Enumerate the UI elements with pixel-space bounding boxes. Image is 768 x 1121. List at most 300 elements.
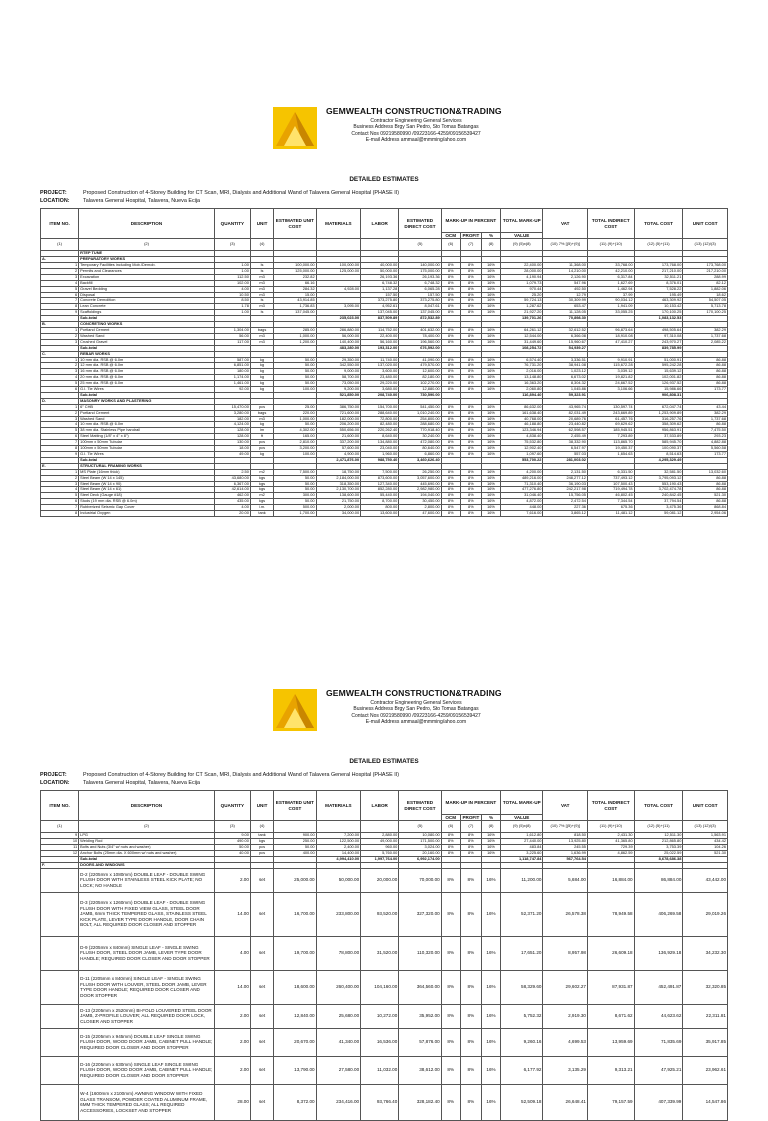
table-cell: Bolts and Nuts (3/4" w/ nuts and washer) <box>79 845 215 851</box>
table-cell: 8% <box>441 339 460 345</box>
table-cell: 288.99 <box>683 274 728 280</box>
table-cell: kg <box>250 375 273 381</box>
table-cell: 18,910.08 <box>587 333 634 339</box>
table-cell: 157.50 <box>361 292 399 298</box>
table-cell: 10 mm dia. RSB @ 6.0m <box>79 422 215 428</box>
table-cell: 23,440.82 <box>543 422 588 428</box>
table-cell: 20,670.00 <box>274 1028 316 1056</box>
table-cell: 16,700.00 <box>274 892 316 936</box>
table-cell: 102,270.00 <box>399 381 441 387</box>
table-cell: 489,216.00 <box>501 475 543 481</box>
table-cell: 100.00 <box>274 452 316 458</box>
table-cell: 8% <box>460 493 481 499</box>
table-cell: 173,768.00 <box>634 263 683 269</box>
table-cell: 34,000.00 <box>316 511 361 517</box>
table-cell: 8% <box>441 1004 460 1028</box>
table-cell: 3,024.00 <box>399 845 441 851</box>
table-cell: E. <box>41 463 79 469</box>
table-cell: 1,882.06 <box>683 286 728 292</box>
table-cell: Sub-total <box>79 392 215 398</box>
table-cell: 35,917.85 <box>683 1028 728 1056</box>
table-cell: 37,533.89 <box>634 434 683 440</box>
table-cell: 1 <box>41 327 79 333</box>
table-cell: 50.00 <box>274 363 316 369</box>
table-cell: 128.00 <box>214 428 250 434</box>
table-cell: 16% <box>481 369 500 375</box>
table-cell: 250.00 <box>274 839 316 845</box>
table-cell: 33,055.25 <box>587 310 634 316</box>
table-cell: Washed Sand <box>79 416 215 422</box>
table-cell: 11,032.00 <box>361 1056 399 1084</box>
table-cell: 8 <box>41 446 79 452</box>
table-cell: 7,500.00 <box>361 469 399 475</box>
table-cell: 7 <box>41 440 79 446</box>
table-cell: 4,295,329.49 <box>634 457 683 463</box>
header-vat: VAT <box>543 791 588 821</box>
table-cell: 8% <box>441 446 460 452</box>
table-cell: 479,570.00 <box>399 363 441 369</box>
table-cell: 9 <box>41 833 79 839</box>
table-cell: 30,450.00 <box>399 499 441 505</box>
table-cell: 16% <box>481 511 500 517</box>
table-cell: 6,367.00 <box>214 481 250 487</box>
table-cell: Steel Beam (W 14 x 145) <box>79 475 215 481</box>
table-cell: 521.30 <box>683 493 728 499</box>
table-cell: 86.88 <box>683 363 728 369</box>
table-cell: 92.00 <box>214 387 250 393</box>
table-cell: 16% <box>481 263 500 269</box>
table-cell: 26,250.00 <box>399 469 441 475</box>
table-cell: 16% <box>481 487 500 493</box>
table-cell: Sub-total <box>79 856 215 862</box>
table-cell: 373,275.80 <box>361 298 399 304</box>
table-cell: 3,039.12 <box>587 369 634 375</box>
table-cell: 196,560.00 <box>399 339 441 345</box>
table-cell: 18,750.00 <box>316 469 361 475</box>
table-cell: 327,320.00 <box>399 892 441 936</box>
table-cell: Studs (19 mm dia. RSB @ 6.0m) <box>79 499 215 505</box>
table-cell: m3 <box>250 304 273 310</box>
table-cell: 14.00 <box>214 970 250 1004</box>
table-cell: 3 <box>41 481 79 487</box>
table-cell: 100mm x 50mm Tubular <box>79 440 215 446</box>
table-cell: RTEP TUNE <box>79 251 215 257</box>
table-cell: 12 mm dia. RSB @ 6.0m <box>79 363 215 369</box>
table-cell: 839,785.99 <box>634 345 683 351</box>
header-quantity: QUANTITY <box>214 791 250 821</box>
table-cell: 1,997,764.00 <box>361 856 399 862</box>
table-cell: 56,000.00 <box>316 333 361 339</box>
table-cell: 6 <box>41 387 79 393</box>
table-cell: 8% <box>460 333 481 339</box>
table-cell: G.I. Tie Wires <box>79 452 215 458</box>
table-cell: 8% <box>441 1084 460 1120</box>
table-cell: Portland Cement <box>79 410 215 416</box>
table-cell: 86.88 <box>683 481 728 487</box>
column-index-cell: (9) (5)x(8) <box>501 239 543 251</box>
table-cell: 16% <box>481 298 500 304</box>
table-cell: Portland Cement <box>79 327 215 333</box>
table-cell: 8% <box>441 292 460 298</box>
header-quantity: QUANTITY <box>214 209 250 239</box>
table-cell: 730,590.00 <box>399 392 441 398</box>
table-cell: 27,440.00 <box>501 839 543 845</box>
table-cell: Sub-total <box>79 345 215 351</box>
table-cell: 126,937.52 <box>634 381 683 387</box>
table-cell: 28,000.00 <box>501 268 543 274</box>
table-cell: 50,000.00 <box>361 268 399 274</box>
column-index-cell: (4) <box>250 239 273 251</box>
header-est-direct-cost: ESTIMATED DIRECT COST <box>399 791 441 821</box>
letterhead <box>40 104 728 170</box>
table-row <box>41 1004 728 1028</box>
table-cell: 44,623.62 <box>634 1004 683 1028</box>
table-cell: 19,450.37 <box>587 446 634 452</box>
table-cell: 1,736.83 <box>274 304 316 310</box>
table-cell: 6,331.50 <box>587 469 634 475</box>
table-cell: 50.00 <box>274 375 316 381</box>
table-cell: 16% <box>481 404 500 410</box>
table-cell: 10,153.42 <box>634 304 683 310</box>
table-cell: 721,600.00 <box>316 410 361 416</box>
table-cell: 3 <box>41 416 79 422</box>
table-cell: 15,960.67 <box>543 339 588 345</box>
table-body <box>41 833 728 1120</box>
column-index-cell: (12) (5)+(11) <box>634 821 683 833</box>
table-cell: 16% <box>481 469 500 475</box>
table-cell: 8% <box>441 381 460 387</box>
table-cell: 8% <box>441 357 460 363</box>
table-cell: 104.26 <box>683 845 728 851</box>
table-cell: 59,323.91 <box>543 392 588 398</box>
table-cell: 59,724.13 <box>501 298 543 304</box>
table-cell: 217,210.00 <box>634 268 683 274</box>
column-index-cell: (3) <box>214 821 250 833</box>
table-row <box>41 1056 728 1084</box>
company-logo-icon <box>272 106 318 150</box>
table-cell: kgs <box>250 487 273 493</box>
table-cell: 5 <box>41 428 79 434</box>
header-markup-percent: MARK-UP IN PERCENT <box>441 791 500 815</box>
table-cell: 300.00 <box>274 493 316 499</box>
table-header <box>41 791 728 833</box>
table-cell: tank <box>250 833 273 839</box>
table-cell: 12.79 <box>543 292 588 298</box>
table-cell: 16% <box>481 440 500 446</box>
column-index-cell: (4) <box>250 821 273 833</box>
table-cell: 13,959.69 <box>587 1028 634 1056</box>
table-cell: LPG <box>79 833 215 839</box>
table-cell: 86.88 <box>683 381 728 387</box>
table-cell: ls <box>250 298 273 304</box>
table-cell: 102,001.82 <box>634 375 683 381</box>
table-cell: 653.47 <box>543 304 588 310</box>
table-cell: set <box>250 1028 273 1056</box>
company-contact: Contact Nos 09219580990 /09223166-4259/09156539427 <box>351 130 481 137</box>
table-cell: 8% <box>460 387 481 393</box>
table-cell: 1,118,747.84 <box>501 856 543 862</box>
table-cell: 906,808.31 <box>634 392 683 398</box>
table-cell: 13,925.80 <box>543 839 588 845</box>
table-cell: 128.00 <box>214 434 250 440</box>
table-cell: 260,400.00 <box>316 970 361 1004</box>
table-cell: 1,960.00 <box>361 452 399 458</box>
table-cell: 112.50 <box>214 274 250 280</box>
column-index-cell: (2) <box>79 239 215 251</box>
table-cell: 3,702,474.78 <box>634 487 683 493</box>
table-cell: 26,578.38 <box>543 892 588 936</box>
column-index-cell <box>361 821 399 833</box>
table-cell: 1,737.68 <box>683 416 728 422</box>
table-cell: 36,190.03 <box>543 481 588 487</box>
table-cell: m3 <box>250 333 273 339</box>
table-cell: 33,768.00 <box>587 263 634 269</box>
table-cell: 1,737.68 <box>683 333 728 339</box>
table-cell: set <box>250 1084 273 1120</box>
table-cell: 227.36 <box>543 505 588 511</box>
table-cell: 16% <box>481 1004 500 1028</box>
table-cell: 14,210.00 <box>543 268 588 274</box>
column-index-cell: (10) 7% [(5)+(9)] <box>543 821 588 833</box>
table-cell: 2 <box>41 475 79 481</box>
table-cell: 4.00 <box>214 286 250 292</box>
table-cell: 8% <box>441 475 460 481</box>
table-cell: 8% <box>441 511 460 517</box>
table-cell: 21,750.00 <box>316 499 361 505</box>
table-cell: 1,174.00 <box>214 375 250 381</box>
table-cell: 140,000.00 <box>399 263 441 269</box>
table-cell: 66.16 <box>274 280 316 286</box>
header-value: VALUE <box>501 233 543 239</box>
table-cell: 8,678,686.38 <box>634 856 683 862</box>
table-cell: 16% <box>481 892 500 936</box>
table-cell <box>41 936 79 970</box>
table-cell: D-15 (2205mm x 945mm) DOUBLE LEAF SINGLE SWING FLUSH DOOR, WOOD DOOR JAMB, CABINET PULL HANDLE; REQUIRED DOOR CLOSER AND DOOR STOPPER <box>79 1028 215 1056</box>
table-cell: 585,945.70 <box>634 440 683 446</box>
table-cell: 8% <box>460 970 481 1004</box>
location-text: Talavera General Hospital, Talavera, Nueva Ecija <box>83 779 201 786</box>
table-cell: 8% <box>441 280 460 286</box>
header-unit-cost: UNIT COST <box>683 791 728 821</box>
table-cell: 3,280.00 <box>214 410 250 416</box>
table-cell: 171,500.00 <box>399 839 441 845</box>
table-cell: 93,520.00 <box>361 892 399 936</box>
header-est-unit-cost: ESTIMATED UNIT COST <box>274 209 316 239</box>
table-cell: 24,667.52 <box>587 381 634 387</box>
table-cell: 43,965.74 <box>543 404 588 410</box>
table-cell: 32,511.21 <box>634 274 683 280</box>
company-name: GEMWEALTH CONSTRUCTION&TRADING <box>326 688 502 698</box>
table-cell: 14,400.00 <box>316 850 361 856</box>
header-total-cost: TOTAL COST <box>634 791 683 821</box>
table-cell: 16% <box>481 310 500 316</box>
table-cell: 26,193.36 <box>361 274 399 280</box>
table-cell: ls <box>250 268 273 274</box>
header-pct: % <box>481 233 500 239</box>
table-cell: 11,368.00 <box>543 263 588 269</box>
table-cell <box>41 868 79 892</box>
table-cell <box>41 1084 79 1120</box>
table-cell: C. <box>41 351 79 357</box>
table-cell: 8% <box>460 446 481 452</box>
table-cell: 8% <box>460 499 481 505</box>
table-cell: 15.00 <box>274 292 316 298</box>
table-cell: 4,994,410.00 <box>316 856 361 862</box>
table-cell: 1 <box>41 263 79 269</box>
table-cell: 477,276.80 <box>501 487 543 493</box>
table-cell: 328,182.40 <box>399 1084 441 1120</box>
table-cell: 434.42 <box>683 839 728 845</box>
company-line: Contractor Engineering General Services <box>370 118 462 124</box>
table-cell: 16% <box>481 268 500 274</box>
table-cell: 3,200.00 <box>274 446 316 452</box>
table-cell: 16% <box>481 387 500 393</box>
table-cell: 5,713.78 <box>683 304 728 310</box>
table-cell: 5,752.32 <box>501 1004 543 1028</box>
table-cell: 8% <box>460 404 481 410</box>
table-cell: 1,083,132.53 <box>634 316 683 322</box>
table-cell: 3,865.12 <box>543 511 588 517</box>
table-cell: 8% <box>460 416 481 422</box>
table-cell: 10,080.00 <box>399 833 441 839</box>
table-cell: 14,547.86 <box>683 1084 728 1120</box>
table-cell: set <box>250 868 273 892</box>
table-cell: 16% <box>481 446 500 452</box>
table-cell: 12,902.40 <box>501 446 543 452</box>
table-cell: 31,449.60 <box>501 339 543 345</box>
table-cell: 2,000.00 <box>316 505 361 511</box>
column-index-cell: (5) <box>399 821 441 833</box>
table-cell: 2 <box>41 410 79 416</box>
table-cell: 400.00 <box>274 850 316 856</box>
table-cell: 96,873.64 <box>587 327 634 333</box>
header-item: ITEM NO. <box>41 791 79 821</box>
table-cell: 21,600.00 <box>316 434 361 440</box>
table-cell: 17,651.20 <box>501 936 543 970</box>
table-cell: 4,952.61 <box>361 304 399 310</box>
table-cell: STRUCTURAL FRAMING WORKS <box>79 463 215 469</box>
table-cell: 2.50 <box>214 469 250 475</box>
table-cell: 3,475.36 <box>634 505 683 511</box>
table-body <box>41 251 728 517</box>
table-cell: 8% <box>441 369 460 375</box>
table-cell: kg <box>250 422 273 428</box>
table-cell: 288,640.00 <box>361 410 399 416</box>
table-cell: 7,616.00 <box>501 511 543 517</box>
table-cell: 8% <box>441 375 460 381</box>
table-cell: 3,135.29 <box>543 1056 588 1084</box>
table-cell: 16,884.00 <box>587 868 634 892</box>
header-labor: LABOR <box>361 791 399 821</box>
table-cell: 52,371.20 <box>501 892 543 936</box>
table-cell: 16% <box>481 428 500 434</box>
table-cell: 46,188.80 <box>501 422 543 428</box>
table-cell: 3,336.51 <box>543 357 588 363</box>
table-cell: 587.00 <box>214 357 250 363</box>
table-cell: 8% <box>441 333 460 339</box>
table-cell: 25.00 <box>274 404 316 410</box>
table-cell: 16% <box>481 280 500 286</box>
table-cell: Anchor Bolts (25mm dia. X 600mm w/ nuts and washer) <box>79 850 215 856</box>
header-unit-cost: UNIT COST <box>683 209 728 239</box>
header-total-cost: TOTAL COST <box>634 209 683 239</box>
table-cell: 107,500.43 <box>587 481 634 487</box>
table-cell: 521.30 <box>683 850 728 856</box>
table-cell: 137,020.00 <box>361 363 399 369</box>
table-cell: 729.39 <box>587 845 634 851</box>
table-cell: 16% <box>481 1084 500 1120</box>
table-cell: 80,640.00 <box>399 446 441 452</box>
table-cell: Steel Deck (Gauge #18) <box>79 493 215 499</box>
table-cell: 3,460,626.40 <box>399 457 441 463</box>
table-cell: 4,124.00 <box>214 422 250 428</box>
table-cell: 4 <box>41 375 79 381</box>
table-cell: 16% <box>481 845 500 851</box>
column-index-cell: (6) <box>441 239 460 251</box>
table-cell: 49.00 <box>214 452 250 458</box>
table-cell: 8% <box>460 1056 481 1084</box>
table-cell: 4,838.40 <box>501 434 543 440</box>
table-cell: 19,700.00 <box>274 936 316 970</box>
table-cell: 16% <box>481 274 500 280</box>
table-cell: 4.00 <box>214 505 250 511</box>
table-cell: 1 <box>41 357 79 363</box>
table-cell: 837,509.89 <box>361 316 399 322</box>
table-cell: 6,366.08 <box>543 333 588 339</box>
table-cell: 550,656.00 <box>316 428 361 434</box>
table-header <box>41 209 728 251</box>
table-cell: kgs <box>250 481 273 487</box>
table-cell: 32,612.52 <box>543 327 588 333</box>
table-cell: 8% <box>441 850 460 856</box>
table-cell: Disposal <box>79 292 215 298</box>
table-cell: set <box>250 1056 273 1084</box>
table-cell: 86.88 <box>683 499 728 505</box>
table-cell: 8% <box>460 369 481 375</box>
table-cell: 59,081.12 <box>634 511 683 517</box>
table-cell: 7 <box>41 298 79 304</box>
table-cell: 8% <box>460 428 481 434</box>
table-cell: 868.84 <box>683 505 728 511</box>
table-cell: 672,047.74 <box>634 404 683 410</box>
table-cell: 8 <box>41 304 79 310</box>
table-cell: 86,632.00 <box>501 404 543 410</box>
table-cell: 8% <box>441 499 460 505</box>
table-cell: set <box>250 892 273 936</box>
table-cell: 8% <box>441 493 460 499</box>
table-cell: 242,217.98 <box>543 487 588 493</box>
table-cell: 1,461.00 <box>214 381 250 387</box>
table-cell: 483.84 <box>501 845 543 851</box>
table-cell <box>41 1056 79 1084</box>
table-cell: 2,982,980.00 <box>399 487 441 493</box>
table-cell: 32,581.50 <box>634 469 683 475</box>
table-cell: 248,277.12 <box>543 475 588 481</box>
table-cell: 7,500.00 <box>274 469 316 475</box>
table-cell: 243,669.89 <box>587 410 634 416</box>
table-cell: 212,865.80 <box>634 839 683 845</box>
table-cell: 8% <box>460 850 481 856</box>
table-cell: 6,851.00 <box>214 363 250 369</box>
column-index-cell: (11) (9)+(10) <box>587 821 634 833</box>
table-cell: 82,031.49 <box>543 410 588 416</box>
table-cell: set <box>250 970 273 1004</box>
table-cell: 4,928.00 <box>316 286 361 292</box>
column-index-cell: (13) (12)/(3) <box>683 239 728 251</box>
table-cell: 445,690.00 <box>399 481 441 487</box>
table-cell: DOORS AND WINDOWS <box>79 862 215 868</box>
column-index-cell <box>361 239 399 251</box>
